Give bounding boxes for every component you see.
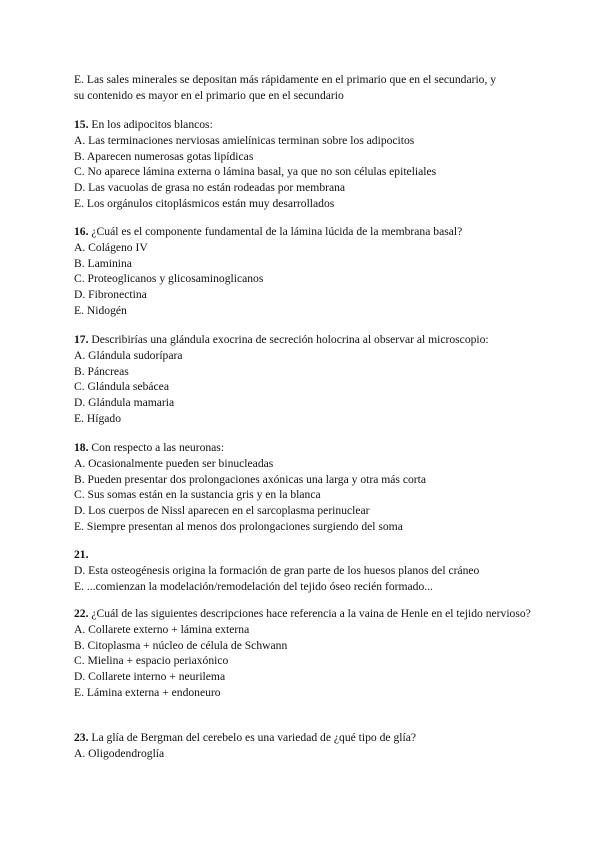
option-b: B. Aparecen numerosas gotas lipídicas: [74, 149, 254, 163]
question-17: [74, 332, 544, 427]
question-number: 16.: [74, 225, 89, 238]
option-d: D. Collarete interno + neurilema: [74, 670, 226, 684]
option-e: E. Hígado: [74, 411, 122, 425]
question-number: 21.: [74, 548, 89, 561]
lead-line-1: E. Las sales minerales se depositan más rápidamente en el primario que en el secundario, y: [74, 73, 497, 86]
question-number: 22.: [74, 607, 89, 620]
option-c: C. No aparece lámina externa o lámina basal, ya que no son células epiteliales: [74, 165, 437, 179]
question-22: [74, 606, 544, 701]
question-stem: [74, 730, 544, 746]
question-text: ¿Cuál es el componente fundamental de la lámina lúcida de la membrana basal?: [88, 225, 463, 238]
option-d: D. Fibronectina: [74, 288, 147, 302]
option-c: C. Proteoglicanos y glicosaminoglicanos: [74, 272, 264, 286]
option-a: A. Collarete externo + lámina externa: [74, 622, 250, 636]
question-number: 23.: [74, 731, 89, 744]
question-text: En los adipocitos blancos:: [88, 118, 213, 131]
question-15: [74, 117, 544, 212]
question-number: 15.: [74, 118, 89, 131]
option-e: E. Lámina externa + endoneuro: [74, 685, 221, 699]
question-stem: [74, 224, 544, 240]
question-stem: [74, 117, 544, 133]
question-number: 18.: [74, 441, 89, 454]
option-e: E. ...comienzan la modelación/remodelación del tejido óseo recién formado...: [74, 579, 433, 593]
question-text: Con respecto a las neuronas:: [88, 441, 225, 454]
question-23: [74, 730, 544, 762]
option-c: C. Sus somas están en la sustancia gris y en la blanca: [74, 488, 321, 502]
question-text: ¿Cuál de las siguientes descripciones hace referencia a la vaina de Henle en el tejido nervioso?: [88, 607, 531, 620]
question-text: Describirías una glándula exocrina de secreción holocrina al observar al microscopio:: [88, 333, 489, 346]
option-c: C. Mielina + espacio periaxónico: [74, 654, 229, 668]
question-stem: [74, 332, 544, 348]
lead-continuation: [74, 72, 544, 104]
question-16: [74, 224, 544, 319]
option-d: D. Las vacuolas de grasa no están rodeadas por membrana: [74, 181, 346, 195]
question-21: [74, 547, 544, 594]
option-a: A. Oligodendroglía: [74, 746, 165, 760]
option-b: B. Pueden presentar dos prolongaciones axónicas una larga y otra más corta: [74, 472, 426, 486]
option-d: D. Esta osteogénesis origina la formación de gran parte de los huesos planos del cráneo: [74, 563, 480, 577]
option-a: A. Ocasionalmente pueden ser binucleadas: [74, 456, 274, 470]
question-stem: [74, 440, 544, 456]
lead-line-2: su contenido es mayor en el primario que en el secundario: [74, 88, 344, 102]
option-b: B. Citoplasma + núcleo de célula de Schwann: [74, 638, 288, 652]
question-text: La glía de Bergman del cerebelo es una variedad de ¿qué tipo de glía?: [88, 731, 416, 744]
option-c: C. Glándula sebácea: [74, 380, 169, 394]
option-e: E. Los orgánulos citoplásmicos están muy desarrollados: [74, 196, 335, 210]
option-a: A. Las terminaciones nerviosas amielínicas terminan sobre los adipocitos: [74, 133, 415, 147]
option-d: D. Los cuerpos de Nissl aparecen en el sarcoplasma perinuclear: [74, 504, 370, 518]
option-d: D. Glándula mamaria: [74, 396, 175, 410]
question-stem: [74, 547, 544, 563]
option-e: E. Nidogén: [74, 303, 127, 317]
question-18: [74, 440, 544, 535]
option-b: B. Laminina: [74, 256, 132, 270]
option-a: A. Colágeno IV: [74, 240, 148, 254]
question-stem: [74, 606, 544, 622]
option-a: A. Glándula sudorípara: [74, 348, 183, 362]
question-number: 17.: [74, 333, 89, 346]
option-b: B. Páncreas: [74, 364, 129, 378]
option-e: E. Siempre presentan al menos dos prolongaciones surgiendo del soma: [74, 519, 403, 533]
